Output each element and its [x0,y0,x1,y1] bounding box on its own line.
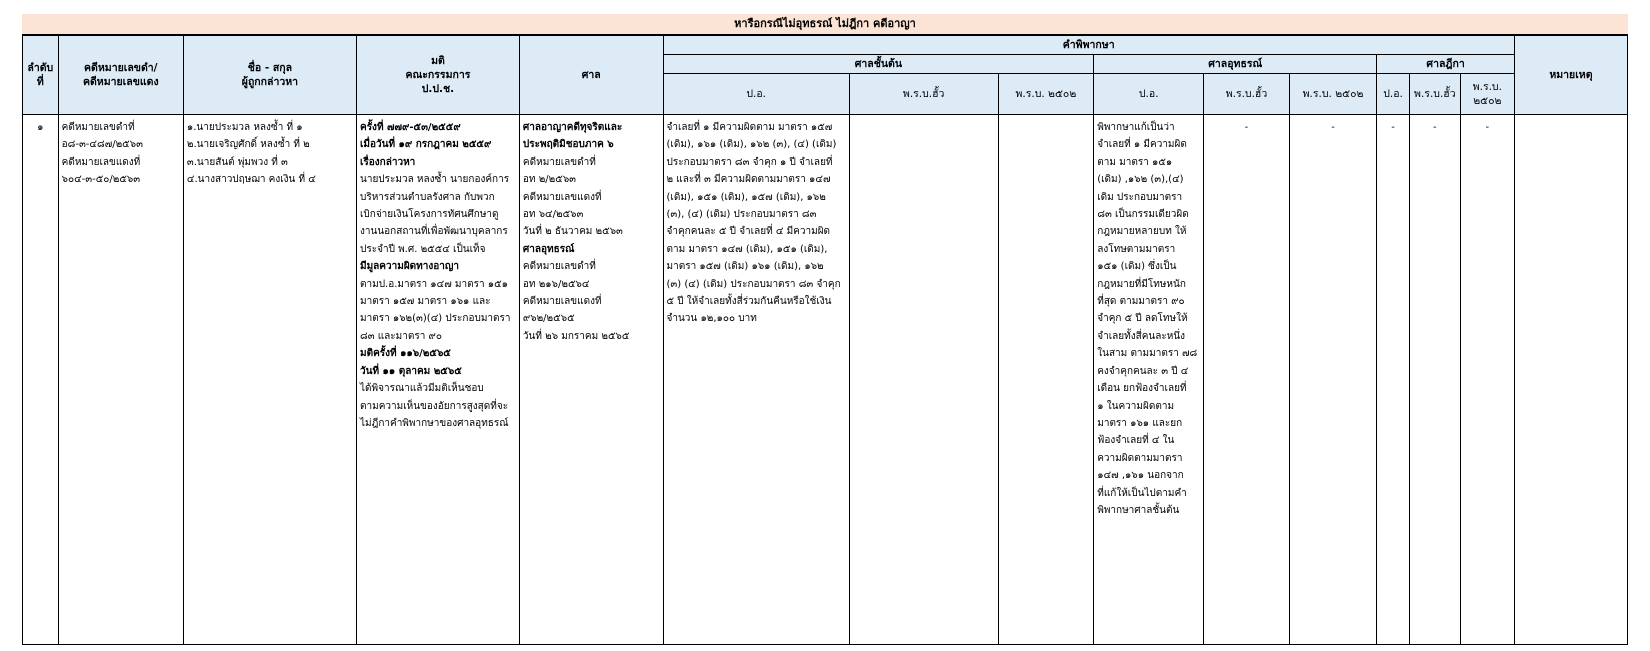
cell-line: ๘๓ และมาตรา ๙๐ [360,330,442,342]
cell-line: ๑ ในความผิดตาม [1097,400,1175,412]
cell-supreme-pr-ua: - [1409,115,1460,645]
cell-seq: ๑ [23,115,59,645]
cell-line: ที่แก้ให้เป็นไปตามคำ [1097,487,1187,499]
header-supreme-pa: ป.อ. [1377,74,1410,115]
cell-names: ๑.นายประมวล หลงซ้ำ ที่ ๑ ๒.นายเจริญศักดิ์ หลงซ้ำ ที่ ๒ ๓.นายสันต์ พุ่มพวง ที่ ๓ ๔.นางสาวปฤษฌา คงเงิน ที่ ๔ [183,115,356,645]
cell-line: จำนวน ๑๒,๑๐๐ บาท [666,313,757,325]
header-resolution: มติ คณะกรรมการ ป.ป.ช. [357,36,520,115]
cell-line: จำเลยทั้งสี่คนละหนึ่ง [1097,330,1186,342]
cell-line: คดีหมายเลขแดงที่ [522,191,602,203]
cell-supreme-pa: - [1377,115,1410,645]
table-row [23,115,1628,645]
cell-line: วันที่ ๑๑ ตุลาคม ๒๕๖๕ [360,365,462,377]
header-appeal-court: ศาลอุทธรณ์ [1094,55,1377,74]
cell-line: ศาลอาญาคดีทุจริตและ [522,122,623,133]
cell-line: มาตรา ๑๕๗ มาตรา ๑๖๑ และ [360,296,491,308]
header-court: ศาล [519,36,663,115]
cell-line: ๕ ปี ให้จำเลยทั้งสี่ร่วมกันคืนหรือใช้เงิน [666,296,832,308]
header-appeal-pr-2502: พ.ร.บ. ๒๕๐๒ [1289,74,1377,115]
cell-line: จำคุก ๕ ปี ลดโทษให้ [1097,313,1188,325]
cell-line: นายประมวล หลงซ้ำ นายกองค์การ [360,174,510,186]
cell-line: วันที่ ๒๖ มกราคม ๒๕๖๕ [522,330,630,342]
sheet-title: หารือกรณีไม่อุทธรณ์ ไม่ฎีกา คดีอาญา [22,14,1628,35]
cell-line: กฎหมายที่มีโทษหนัก [1097,278,1186,290]
cell-line: ๒ และที่ ๓ มีความผิดตามมาตรา ๑๔๗ [666,174,831,186]
cell-line: ๘๓ เป็นกรรมเดียวผิด [1097,209,1189,221]
cell-line: ๑๕๑ (เดิม) ซึ่งเป็น [1097,261,1177,273]
cell-line: อท ๒/๒๕๖๓ [522,174,577,186]
cell-line: ครั้งที่ ๗๗๙-๕๓/๒๕๕๙ [360,122,461,133]
cell-appeal-pa [1094,115,1204,645]
cell-line: ได้พิจารณาแล้วมีมติเห็นชอบ [360,383,484,395]
cell-line: ในสาม ตามมาตรา ๗๘ [1097,348,1198,360]
cell-line: พิพากษาแก้เป็นว่า [1097,122,1175,133]
cell-line: คงจำคุกคนละ ๓ ปี ๔ [1097,365,1189,377]
header-judgment: คำพิพากษา [663,36,1514,55]
cell-line: จำเลยที่ ๑ มีความผิด [1097,139,1187,151]
cell-line: ที่สุด ตามมาตรา ๙๐ [1097,296,1185,308]
cell-line: คดีหมายเลขแดงที่ [522,296,602,308]
cell-line: ตาม มาตรา ๑๕๑ [1097,156,1173,168]
cell-line: วันที่ ๒ ธันวาคม ๒๕๖๓ [522,226,623,238]
cell-line: มาตรา ๑๖๒(๓)(๔) ประกอบมาตรา [360,313,511,325]
cell-line: จำคุกคนละ ๕ ปี จำเลยที่ ๔ มีความผิด [666,226,831,238]
cell-line: มาตรา ๑๖๑ และยก [1097,417,1183,429]
cell-line: มีมูลความผิดทางอาญา [360,261,460,273]
header-first-pr-ua: พ.ร.บ.ฮั้ว [849,74,998,115]
header-case-no: คดีหมายเลขดำ/ คดีหมายเลขแดง [58,36,183,115]
cell-line: พิพากษาศาลชั้นต้น [1097,504,1180,516]
cell-supreme-pr-2502: - [1460,115,1514,645]
cell-line: เมื่อวันที่ ๑๙ กรกฎาคม ๒๕๕๙ [360,139,492,151]
cell-line: ลงโทษตามมาตรา [1097,243,1176,255]
header-name: ชื่อ - สกุล ผู้ถูกกล่าวหา [183,36,356,115]
cell-line: เรื่องกล่าวหา [360,156,416,168]
cell-line: ประพฤติมิชอบภาค ๖ [522,139,614,151]
cell-line: กฎหมายหลายบท ให้ [1097,226,1187,238]
sheet [22,14,1628,645]
header-first-pa: ป.อ. [663,74,849,115]
cell-line: ตามความเห็นของอัยการสูงสุดที่จะ [360,400,509,412]
cell-line: อท ๒๑๖/๒๕๖๔ [522,278,590,290]
cell-line: เบิกจ่ายเงินโครงการทัศนศึกษาดู [360,209,499,221]
cell-line: ศาลอุทธรณ์ [522,243,575,255]
cell-line: (๓) (๔) (เดิม) ประกอบมาตรา ๘๓ จำคุก [666,278,841,290]
cell-line: ไม่ฎีกาคำพิพากษาของศาลอุทธรณ์ [360,417,509,429]
cell-first-pa [663,115,849,645]
cell-first-pr-2502 [998,115,1094,645]
header-remarks: หมายเหตุ [1514,36,1627,115]
cell-line: มติครั้งที่ ๑๑๖/๒๕๖๕ [360,348,451,360]
header-supreme-pr-ua: พ.ร.บ.ฮั้ว [1409,74,1460,115]
cell-line: คดีหมายเลขดำที่ [522,261,596,273]
cell-line: จำเลยที่ ๑ มีความผิดตาม มาตรา ๑๕๗ [666,122,833,133]
header-first-court: ศาลชั้นต้น [663,55,1094,74]
cell-remarks [1514,115,1627,645]
cell-line: ๙๖๒/๒๕๖๕ [522,313,575,325]
case-table [22,35,1628,645]
header-appeal-pr-ua: พ.ร.บ.ฮั้ว [1204,74,1290,115]
cell-line: ฟ้องจำเลยที่ ๔ ใน [1097,435,1175,447]
cell-line: เดิม ประกอบมาตรา [1097,191,1183,203]
cell-line: คดีหมายเลขดำที่ [522,156,596,168]
cell-line: อท ๖๔/๒๕๖๓ [522,209,584,221]
cell-first-pr-ua [849,115,998,645]
header-seq: ลำดับ ที่ [23,36,59,115]
cell-line: มาตรา ๑๕๗ (เดิม) ๑๖๑ (เดิม), ๑๖๒ [666,261,824,273]
cell-line: (๓), (๔) (เดิม) ประกอบมาตรา ๘๓ [666,209,817,221]
cell-line: (เดิม), ๑๕๑ (เดิม), ๑๕๗ (เดิม), ๑๖๒ [666,191,826,203]
header-supreme-pr-2502: พ.ร.บ. ๒๕๐๒ [1460,74,1514,115]
cell-line: เดือน ยกฟ้องจำเลยที่ [1097,383,1187,395]
cell-court [519,115,663,645]
cell-line: ๑๔๗ ,๑๖๑ นอกจาก [1097,470,1184,482]
cell-line: งานนอกสถานที่เพื่อพัฒนาบุคลากร [360,226,508,238]
cell-line: ความผิดตามมาตรา [1097,452,1183,464]
cell-line: ประจำปี พ.ศ. ๒๕๕๔ เป็นเท็จ [360,243,486,255]
cell-resolution [357,115,520,645]
cell-appeal-pr-ua: - [1204,115,1290,645]
cell-case-no: คดีหมายเลขดำที่ อ๘-๓-๔๘๗/๒๕๖๓ คดีหมายเลขแดงที่ ๖๐๔-๓-๕๐/๒๕๖๓ [58,115,183,645]
header-supreme-court: ศาลฎีกา [1377,55,1515,74]
cell-line: บริหารส่วนตำบลรังศาล กับพวก [360,191,495,203]
header-appeal-pa: ป.อ. [1094,74,1204,115]
cell-line: (เดิม), ๑๖๑ (เดิม), ๑๖๒ (๓), (๔) (เดิม) [666,139,837,151]
cell-line: ตาม มาตรา ๑๔๗ (เดิม), ๑๕๑ (เดิม), [666,243,828,255]
cell-line: ตามป.อ.มาตรา ๑๔๗ มาตรา ๑๕๑ [360,278,509,290]
cell-appeal-pr-2502: - [1289,115,1377,645]
header-first-pr-2502: พ.ร.บ. ๒๕๐๒ [998,74,1094,115]
cell-line: ประกอบมาตรา ๘๓ จำคุก ๑ ปี จำเลยที่ [666,156,833,168]
cell-line: (เดิม) ,๑๖๒ (๓),(๔) [1097,174,1184,186]
